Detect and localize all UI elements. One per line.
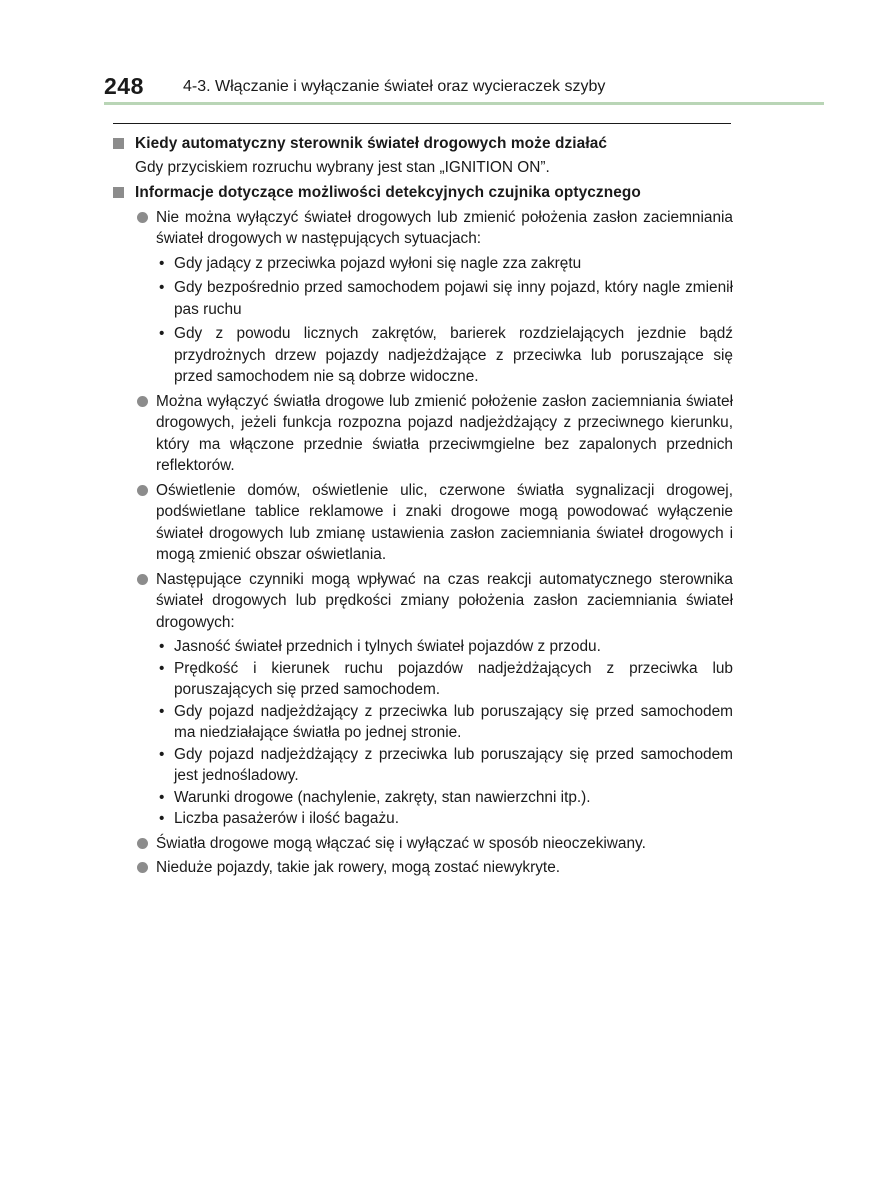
sub-item-text: Gdy z powodu licznych zakrętów, barierek rozdzielających jezdnie bądź przydrożnych drzew pojazdy nadjeżdżające z przeciwka lub poruszające się przed samochodem nie są dobrze widoczne. bbox=[174, 325, 733, 385]
dot-bullet-icon: • bbox=[159, 659, 165, 677]
item-text: Oświetlenie domów, oświetlenie ulic, czerwone światła sygnalizacji drogowej, podświetlane tablice reklamowe i znaki drogowe mogą powodować wyłączenie świateł drogowych lub zmianę ustawienia zasłon zaciemniania świateł drogowych i mogą zmienić obszar oświetlania. bbox=[156, 481, 733, 563]
section-heading bbox=[113, 182, 733, 204]
sub-list-item bbox=[156, 808, 733, 830]
dot-bullet-icon: • bbox=[159, 745, 165, 763]
header-divider bbox=[104, 102, 824, 105]
section-when-active bbox=[113, 133, 733, 178]
dot-bullet-icon: • bbox=[159, 279, 165, 296]
dot-bullet-icon: • bbox=[159, 810, 165, 827]
dot-bullet-icon: • bbox=[159, 254, 165, 272]
sub-item-text: Jasność świateł przednich i tylnych świateł pojazdów z przodu. bbox=[174, 638, 601, 655]
page-header bbox=[0, 0, 877, 110]
sub-list-item bbox=[156, 636, 733, 658]
section-heading bbox=[113, 133, 733, 155]
sub-list bbox=[156, 253, 733, 388]
list-item bbox=[113, 391, 733, 477]
list-item bbox=[113, 569, 733, 830]
sub-item-text: Gdy pojazd nadjeżdżający z przeciwka lub poruszający się przed samochodem ma niedziałające światła po jednej stronie. bbox=[174, 702, 733, 741]
sub-list-item bbox=[156, 744, 733, 787]
page-number: 248 bbox=[104, 73, 144, 99]
dot-bullet-icon: • bbox=[159, 702, 165, 720]
item-text: Światła drogowe mogą włączać się i wyłączać w sposób nieoczekiwany. bbox=[156, 834, 646, 852]
circle-bullet-icon bbox=[137, 838, 148, 849]
square-bullet-icon bbox=[113, 187, 124, 198]
sub-list-item bbox=[156, 701, 733, 744]
sub-item-text: Liczba pasażerów i ilość bagażu. bbox=[174, 810, 399, 827]
item-text: Nie można wyłączyć świateł drogowych lub zmienić położenia zasłon zaciemniania świateł drogowych w następujących sytuacjach: bbox=[156, 208, 733, 247]
circle-bullet-icon bbox=[137, 212, 148, 223]
dot-bullet-icon: • bbox=[159, 638, 165, 655]
section-title: 4-3. Włączanie i wyłączanie świateł oraz wycieraczek szyby bbox=[183, 78, 606, 95]
circle-bullet-icon bbox=[137, 862, 148, 873]
item-text: Można wyłączyć światła drogowe lub zmienić położenie zasłon zaciemniania świateł drogowych, jeżeli funkcja rozpozna pojazd nadjeżdżający z przeciwnego kierunku, który ma włączone przednie światła przeciwmgielne bez zapalonych przednich reflektorów. bbox=[156, 392, 733, 474]
sub-item-text: Warunki drogowe (nachylenie, zakręty, stan nawierzchni itp.). bbox=[174, 788, 591, 806]
page-content bbox=[113, 133, 733, 882]
sub-list-item bbox=[156, 787, 733, 809]
sub-list bbox=[156, 636, 733, 830]
dot-bullet-icon: • bbox=[159, 325, 165, 342]
sub-list-item bbox=[156, 277, 733, 320]
list-item bbox=[113, 480, 733, 566]
dot-bullet-icon: • bbox=[159, 788, 165, 806]
heading-text: Kiedy automatyczny sterownik świateł drogowych może działać bbox=[135, 135, 608, 152]
sub-list-item bbox=[156, 253, 733, 275]
section-text: Gdy przyciskiem rozruchu wybrany jest stan „IGNITION ON”. bbox=[135, 158, 550, 176]
square-bullet-icon bbox=[113, 138, 124, 149]
item-text: Nieduże pojazdy, takie jak rowery, mogą zostać niewykryte. bbox=[156, 859, 561, 876]
content-top-rule bbox=[113, 123, 731, 124]
sub-item-text: Prędkość i kierunek ruchu pojazdów nadjeżdżających z przeciwka lub poruszających się przed samochodem. bbox=[174, 659, 733, 698]
circle-bullet-icon bbox=[137, 485, 148, 496]
sub-item-text: Gdy pojazd nadjeżdżający z przeciwka lub poruszający się przed samochodem jest jednośladowy. bbox=[174, 745, 733, 784]
sub-item-text: Gdy jadący z przeciwka pojazd wyłoni się nagle zza zakrętu bbox=[174, 254, 582, 272]
list-item bbox=[113, 857, 733, 879]
sub-item-text: Gdy bezpośrednio przed samochodem pojawi się inny pojazd, który nagle zmienił pas ruchu bbox=[174, 279, 733, 318]
heading-text: Informacje dotyczące możliwości detekcyjnych czujnika optycznego bbox=[135, 184, 641, 201]
sub-list-item bbox=[156, 323, 733, 388]
circle-bullet-icon bbox=[137, 396, 148, 407]
list-item bbox=[113, 207, 733, 388]
sub-list-item bbox=[156, 658, 733, 701]
item-text: Następujące czynniki mogą wpływać na czas reakcji automatycznego sterownika świateł drogowych lub prędkości zmiany położenia zasłon zaciemniania świateł drogowych: bbox=[156, 570, 733, 631]
list-item bbox=[113, 833, 733, 855]
section-sensor-info bbox=[113, 182, 733, 879]
circle-bullet-icon bbox=[137, 574, 148, 585]
